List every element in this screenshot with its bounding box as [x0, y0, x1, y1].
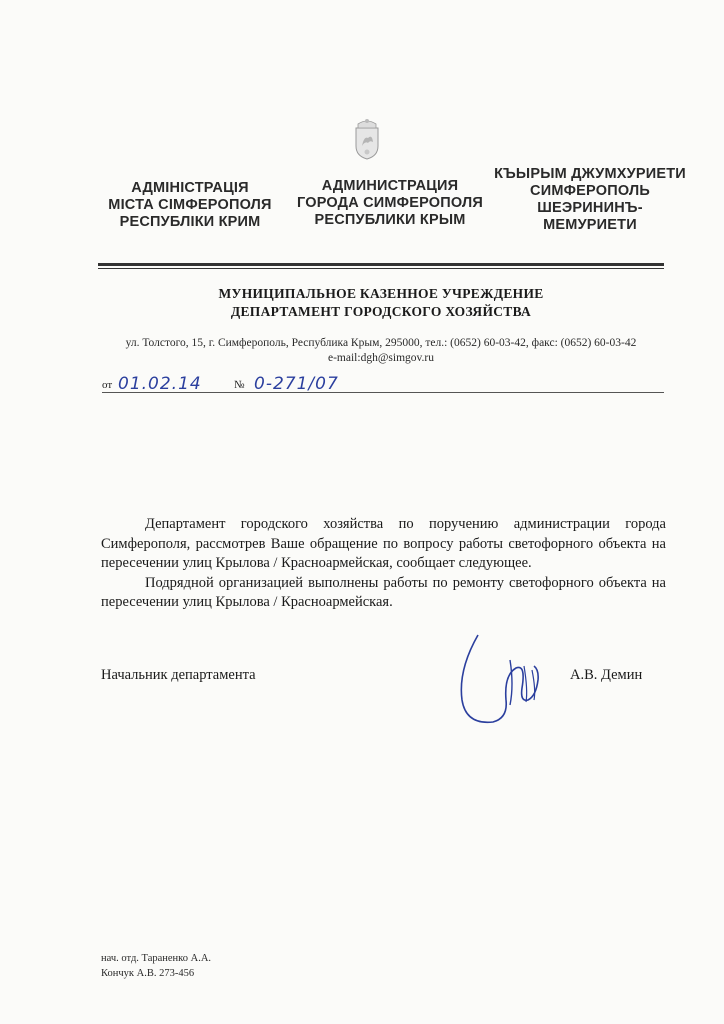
- letter-body: [101, 515, 666, 613]
- header-crimean-tatar: [492, 166, 688, 234]
- header-line: СИМФЕРОПОЛЬ: [530, 183, 650, 199]
- header-line: ШЕЭРИНИНЪ-: [537, 200, 643, 216]
- executor-line: нач. отд. Тараненко А.А.: [101, 953, 212, 964]
- handwritten-number: 0-271/07: [254, 374, 339, 394]
- header-russian: [288, 178, 492, 229]
- header-divider-thin: [98, 268, 664, 269]
- header-line: МЕМУРИЕТИ: [543, 217, 637, 233]
- address-block: [98, 336, 664, 366]
- header-line: МІСТА СІМФЕРОПОЛЯ: [108, 197, 272, 213]
- email-line: e-mail:dgh@simgov.ru: [328, 352, 434, 364]
- header-line: АДМИНИСТРАЦИЯ: [321, 178, 459, 194]
- handwritten-date: 01.02.14: [118, 374, 202, 394]
- coat-of-arms-emblem: [352, 116, 382, 160]
- signatory-name: А.В. Демин: [570, 667, 643, 683]
- header-line: КЪЫРЫМ ДЖУМХУРИЕТИ: [494, 166, 686, 182]
- organization-line: ДЕПАРТАМЕНТ ГОРОДСКОГО ХОЗЯЙСТВА: [230, 304, 532, 319]
- header-divider-thick: [98, 263, 664, 266]
- reference-line: [102, 371, 662, 397]
- header-ukrainian: [92, 180, 288, 231]
- handwritten-signature: [448, 630, 558, 730]
- header-line: ГОРОДА СИМФЕРОПОЛЯ: [296, 195, 484, 211]
- body-paragraph: Департамент городского хозяйства по поручению администрации города Симферополя, рассмотрев Ваше обращение по вопросу работы светофорного объекта на пересечении улиц Крылова / Красноармейская, сообщает следующее.: [101, 516, 666, 571]
- executor-info: [101, 951, 211, 981]
- executor-line: Кончук А.В. 273-456: [101, 968, 195, 979]
- header-line: РЕСПУБЛИКИ КРЫМ: [314, 212, 466, 228]
- organization-line: МУНИЦИПАЛЬНОЕ КАЗЕННОЕ УЧРЕЖДЕНИЕ: [218, 286, 544, 301]
- header-line: АДМІНІСТРАЦІЯ: [131, 180, 249, 196]
- number-label: №: [234, 379, 245, 391]
- from-label: от: [102, 379, 113, 391]
- header-line: РЕСПУБЛІКИ КРИМ: [119, 214, 261, 230]
- signatory-title: Начальник департамента: [101, 667, 256, 683]
- organization-name: [98, 285, 664, 321]
- body-paragraph: Подрядной организацией выполнены работы по ремонту светофорного объекта на пересечении улиц Крылова / Красноармейская.: [101, 574, 666, 610]
- address-line: ул. Толстого, 15, г. Симферополь, Республика Крым, 295000, тел.: (0652) 60-03-42, факс: (0652) 60-03-42: [125, 337, 637, 349]
